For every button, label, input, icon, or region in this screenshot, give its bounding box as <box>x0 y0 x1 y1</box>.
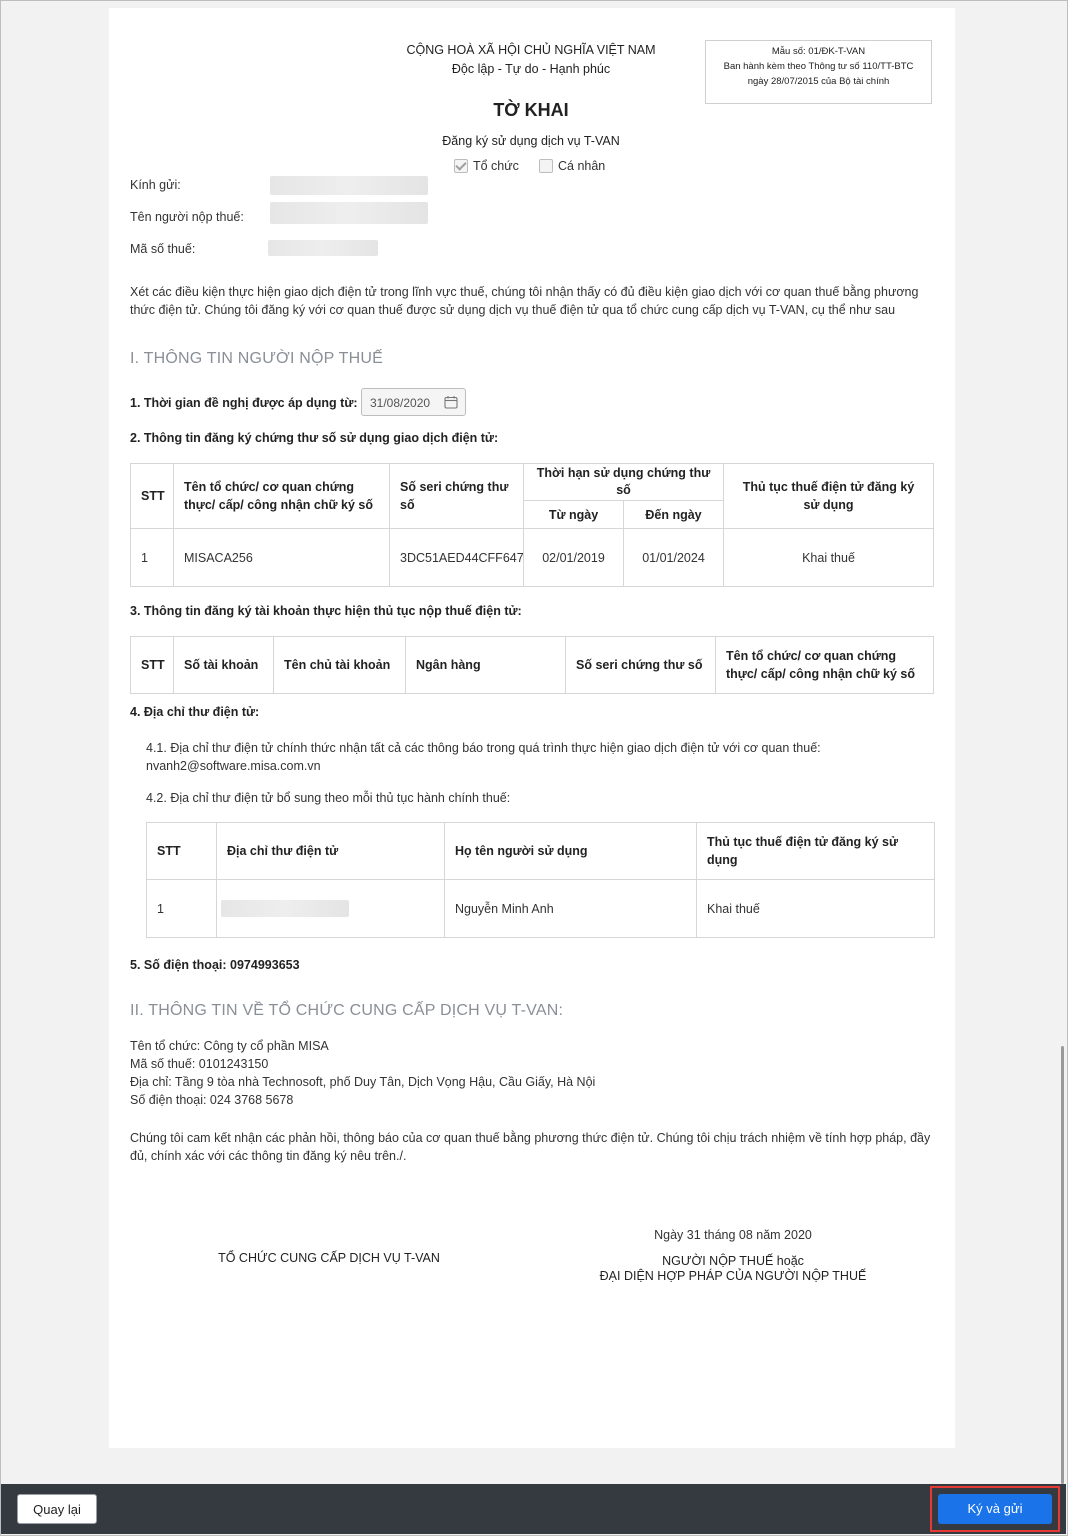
taxpayer-name-redacted <box>270 202 428 224</box>
cell-stt: 1 <box>147 880 217 938</box>
sign-and-send-button[interactable]: Ký và gửi <box>938 1494 1052 1524</box>
cert-info-label: 2. Thông tin đăng ký chứng thư số sử dụng giao dịch điện tử: <box>130 431 499 445</box>
bottom-action-bar <box>0 1484 1066 1534</box>
account-table <box>130 636 934 694</box>
cell-email <box>217 880 445 938</box>
option-organization[interactable] <box>454 158 519 173</box>
certificate-table <box>130 463 934 587</box>
checkbox-unchecked-icon[interactable] <box>539 159 553 173</box>
provider-address: Địa chỉ: Tầng 9 tòa nhà Technosoft, phố Duy Tân, Dịch Vọng Hậu, Cầu Giấy, Hà Nội <box>130 1075 596 1089</box>
option-individual[interactable] <box>539 158 605 173</box>
recipient-label: Kính gửi: <box>130 178 181 192</box>
col-procedure: Thủ tục thuế điện tử đăng ký sử dụng <box>697 823 935 880</box>
page-subtitle: Đăng ký sử dụng dịch vụ T-VAN <box>442 134 620 148</box>
account-info-label: 3. Thông tin đăng ký tài khoản thực hiện thủ tục nộp thuế điện tử: <box>130 604 522 618</box>
col-stt: STT <box>131 464 174 529</box>
cell-cert-serial: 3DC51AED44CFF647 <box>390 529 524 587</box>
col-account-owner: Tên chủ tài khoản <box>274 637 406 694</box>
provider-info <box>130 1037 595 1109</box>
email-section-label: 4. Địa chỉ thư điện tử: <box>130 705 260 719</box>
form-code: Mẫu số: 01/ĐK-T-VAN <box>771 46 866 57</box>
provider-name: Tên tổ chức: Công ty cổ phần MISA <box>130 1039 329 1053</box>
tax-code-redacted <box>268 240 378 256</box>
form-date: ngày 28/07/2015 của Bộ tài chính <box>747 76 890 87</box>
form-issued: Ban hành kèm theo Thông tư số 110/TT-BTC <box>723 61 914 72</box>
table-header-row <box>131 464 934 501</box>
table-header-row <box>147 823 935 880</box>
intro-paragraph: Xét các điều kiện thực hiện giao dịch điện tử trong lĩnh vực thuế, chúng tôi nhận thấy có đủ điều kiện giao dịch với cơ quan thuế bằng phương thức điện tử. Chúng tôi đăng ký với cơ quan thuế được sử dụng dịch vụ thuế điện tử qua tổ chức cung cấp dịch vụ T-VAN, cụ thể như sau <box>130 285 919 317</box>
primary-email-block <box>146 739 926 775</box>
scrollbar-thumb[interactable] <box>1061 1046 1064 1484</box>
col-stt: STT <box>147 823 217 880</box>
col-to-date: Đến ngày <box>624 501 724 529</box>
apply-date-picker[interactable] <box>361 388 466 416</box>
cell-cert-org: MISACA256 <box>174 529 390 587</box>
table-row <box>131 529 934 587</box>
taxpayer-signature-title <box>583 1254 883 1284</box>
provider-signature-title: TỔ CHỨC CUNG CẤP DỊCH VỤ T-VAN <box>218 1251 440 1265</box>
taxpayer-signature-line-2: ĐẠI DIỆN HỢP PHÁP CỦA NGƯỜI NỘP THUẾ <box>599 1269 867 1283</box>
cell-stt: 1 <box>131 529 174 587</box>
phone-label: 5. Số điện thoại: <box>130 958 227 972</box>
cell-to-date: 01/01/2024 <box>624 529 724 587</box>
declaration-document <box>109 8 955 1448</box>
col-stt: STT <box>131 637 174 694</box>
cell-user-name: Nguyễn Minh Anh <box>445 880 697 938</box>
apply-date-label: 1. Thời gian đề nghị được áp dụng từ: <box>130 396 358 410</box>
cell-procedure: Khai thuế <box>724 529 934 587</box>
col-cert-serial: Số seri chứng thư số <box>390 464 524 529</box>
page-title: TỜ KHAI <box>493 100 569 120</box>
sign-button-highlight <box>930 1486 1060 1532</box>
option-organization-label: Tổ chức <box>473 158 519 173</box>
taxpayer-name-label: Tên người nộp thuế: <box>130 210 244 224</box>
national-heading <box>399 41 663 79</box>
back-button[interactable]: Quay lại <box>17 1494 97 1524</box>
email-table <box>146 822 935 938</box>
col-account-number: Số tài khoản <box>174 637 274 694</box>
provider-phone: Số điện thoại: 024 3768 5678 <box>130 1093 294 1107</box>
col-cert-org: Tên tổ chức/ cơ quan chứng thực/ cấp/ công nhận chữ ký số <box>174 464 390 529</box>
col-email: Địa chỉ thư điện tử <box>217 823 445 880</box>
provider-tax-code: Mã số thuế: 0101243150 <box>130 1057 269 1071</box>
commitment-paragraph: Chúng tôi cam kết nhận các phản hồi, thông báo của cơ quan thuế bằng phương thức điện tử. Chúng tôi chịu trách nhiệm về tính hợp pháp, đầy đủ, chính xác với các thông tin đăng ký nêu trên./. <box>130 1131 931 1163</box>
cell-from-date: 02/01/2019 <box>524 529 624 587</box>
email-redacted <box>221 900 349 917</box>
col-cert-period: Thời hạn sử dụng chứng thư số <box>524 464 724 501</box>
table-header-row <box>131 637 934 694</box>
col-cert-serial: Số seri chứng thư số <box>566 637 716 694</box>
taxpayer-signature-line-1: NGƯỜI NỘP THUẾ hoặc <box>662 1254 804 1268</box>
tax-code-label: Mã số thuế: <box>130 242 196 256</box>
national-line-1: CỘNG HOÀ XÃ HỘI CHỦ NGHĨA VIỆT NAM <box>406 43 656 57</box>
additional-email-label: 4.2. Địa chỉ thư điện tử bổ sung theo mỗi thủ tục hành chính thuế: <box>146 791 511 805</box>
primary-email-value: nvanh2@software.misa.com.vn <box>146 759 321 773</box>
cell-procedure: Khai thuế <box>697 880 935 938</box>
recipient-value-redacted <box>270 176 428 195</box>
col-cert-procedure: Thủ tục thuế điện tử đăng ký sử dụng <box>724 464 934 529</box>
col-bank: Ngân hàng <box>406 637 566 694</box>
national-line-2: Độc lập - Tự do - Hạnh phúc <box>451 62 611 76</box>
col-user-name: Họ tên người sử dụng <box>445 823 697 880</box>
table-row <box>147 880 935 938</box>
phone-line <box>130 958 300 972</box>
calendar-icon[interactable] <box>444 395 458 409</box>
apply-date-value: 31/08/2020 <box>370 396 431 410</box>
option-individual-label: Cá nhân <box>558 158 606 173</box>
section-2-heading: II. THÔNG TIN VỀ TỔ CHỨC CUNG CẤP DỊCH VỤ T-VAN: <box>130 1002 564 1019</box>
form-code-box <box>705 40 932 104</box>
checkbox-checked-icon[interactable] <box>454 159 468 173</box>
section-1-heading: I. THÔNG TIN NGƯỜI NỘP THUẾ <box>130 350 383 367</box>
primary-email-label: 4.1. Địa chỉ thư điện tử chính thức nhận tất cả các thông báo trong quá trình thực hiện giao dịch điện tử với cơ quan thuế: <box>146 741 821 755</box>
phone-value: 0974993653 <box>230 958 300 972</box>
signature-date: Ngày 31 tháng 08 năm 2020 <box>654 1228 812 1242</box>
col-from-date: Từ ngày <box>524 501 624 529</box>
col-cert-org: Tên tổ chức/ cơ quan chứng thực/ cấp/ công nhận chữ ký số <box>716 637 934 694</box>
